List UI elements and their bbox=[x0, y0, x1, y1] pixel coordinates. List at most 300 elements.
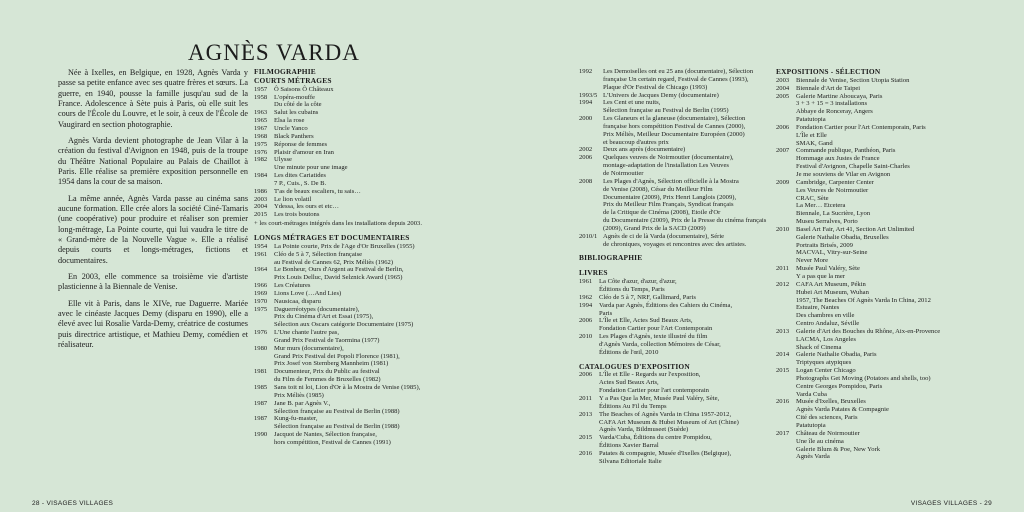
entry-year bbox=[579, 139, 603, 147]
entry-text: Les Plages d'Agnès, texte illustré du film bbox=[599, 333, 708, 341]
entry-year: 2013 bbox=[776, 327, 790, 335]
entry-row bbox=[579, 170, 799, 178]
entry-text: Jane B. par Agnès V., bbox=[274, 399, 331, 407]
entry-year: 2006 bbox=[579, 154, 593, 162]
entry-text: Salut les cubains bbox=[274, 109, 319, 117]
entry-text: CRAC, Sète bbox=[796, 194, 829, 202]
entry-year bbox=[776, 140, 796, 148]
entry-row bbox=[254, 188, 464, 196]
bio-paragraph: La même année, Agnès Varda passe au cinéma sans aucune formation. Elle crée alors la société Ciné-Tamaris (une coopérative) pour produire et réaliser son premier long-métrage, La Pointe courte, qui lui vaudra le titre de « Grand-mère de la Nouvelle Vague ». Elle a réalisé depuis courts et longs-métrages, fictions et documentaires. bbox=[58, 193, 248, 265]
entry-year bbox=[579, 325, 599, 333]
entry-row bbox=[254, 109, 464, 117]
entry-year bbox=[254, 353, 274, 361]
entry-text: Biennale de Venise, Section Utopia Station bbox=[796, 76, 910, 84]
entry-row bbox=[254, 117, 464, 125]
entry-row bbox=[254, 329, 464, 337]
entry-year: 1975 bbox=[254, 140, 268, 148]
entry-text: Musée d'Ixelles, Bruxelles bbox=[796, 398, 866, 406]
entry-year bbox=[254, 408, 274, 416]
entry-row bbox=[579, 194, 799, 202]
entry-row bbox=[254, 337, 464, 345]
entry-text: Les Demoiselles ont eu 25 ans (documentaire), Sélection bbox=[603, 68, 754, 75]
filmography-continued-column bbox=[579, 68, 799, 466]
entry-row bbox=[254, 125, 464, 133]
entry-row bbox=[579, 442, 799, 450]
entry-year: 2010 bbox=[579, 333, 593, 341]
entry-year: 1994 bbox=[579, 99, 593, 107]
courts-list bbox=[254, 86, 464, 219]
entry-row bbox=[776, 289, 986, 297]
entry-text: Estuaire, Nantes bbox=[796, 304, 840, 312]
entry-text: Silvana Editoriale Italie bbox=[599, 457, 662, 465]
entry-text: Le Bonheur, Ours d'Argent au Festival de Berlin, bbox=[274, 266, 404, 274]
entry-year bbox=[776, 132, 796, 140]
entry-text: Galerie Nathalie Obadia, Bruxelles bbox=[796, 233, 889, 241]
entry-row bbox=[776, 430, 986, 438]
entry-text: Sélection aux Oscars catégorie Documentaire (1975) bbox=[274, 321, 414, 329]
entry-text: L'Île et Elle - Regards sur l'exposition, bbox=[599, 371, 701, 379]
films-continued-list bbox=[579, 68, 799, 248]
entry-year: 1962 bbox=[579, 293, 593, 301]
entry-year: 2014 bbox=[776, 351, 790, 359]
entry-text: Cléo de 5 à 7, Sélection française bbox=[274, 250, 363, 258]
entry-text: Cambridge, Carpenter Center bbox=[796, 178, 874, 186]
entry-row bbox=[776, 147, 986, 155]
entry-year bbox=[579, 186, 603, 194]
entry-text: Daguerréotypes (documentaire), bbox=[274, 305, 360, 313]
entry-text: de Venise (2008), César du Meilleur Film bbox=[603, 185, 713, 193]
entry-year: 1976 bbox=[254, 148, 268, 156]
bio-paragraph: En 2003, elle commence sa troisième vie d'artiste plasticienne à la Biennale de Venise. bbox=[58, 271, 248, 292]
entry-text: Patates & compagnie, Musée d'Ixelles (Belgique), bbox=[599, 449, 732, 457]
entry-text: Grand Prix Festival de Taormina (1977) bbox=[274, 336, 380, 344]
entry-text: Nausicaa, disparu bbox=[274, 297, 321, 305]
entry-text: Never More bbox=[796, 257, 829, 265]
entry-year bbox=[776, 234, 796, 242]
entry-row bbox=[776, 93, 986, 101]
bio-paragraph: Née à Ixelles, en Belgique, en 1928, Agnès Varda y passe sa petite enfance avec ses quatre frères et sœurs. La guerre, en 1940, pousse la famille jusqu'au sud de la France. Adolescence à Sète puis à Paris, où elle suit les cours de l'École du Louvre, et le soir, à ceux de l'École de Vaugirard en section photographie. bbox=[58, 68, 248, 129]
entry-text: Fondation Cartier pour l'Art Contemporain bbox=[599, 325, 713, 333]
entry-row bbox=[776, 163, 986, 171]
entry-year: 2011 bbox=[776, 265, 789, 273]
entry-row bbox=[254, 306, 464, 314]
entry-text: Sélection française au Festival de Berlin (1995) bbox=[603, 107, 729, 115]
entry-row bbox=[776, 77, 986, 85]
entry-year: 2006 bbox=[579, 371, 593, 379]
entry-text: du Documentaire (2009), Prix de la Presse du cinéma français bbox=[603, 217, 767, 225]
entry-row bbox=[579, 107, 799, 115]
entry-year: 1967 bbox=[254, 124, 268, 132]
entry-year: 1990 bbox=[254, 431, 268, 439]
entry-year bbox=[776, 195, 796, 203]
entry-text: de chroniques, voyages et rencontres avec des artistes. bbox=[603, 240, 747, 248]
entry-year bbox=[776, 375, 796, 383]
entry-text: L'opéra-mouffe bbox=[274, 93, 315, 101]
entry-row bbox=[254, 266, 464, 274]
entry-year bbox=[776, 422, 796, 430]
entry-row bbox=[254, 408, 464, 416]
entry-text: Abbaye de Ronceray, Angers bbox=[796, 108, 873, 116]
entry-row bbox=[579, 286, 799, 294]
entry-row bbox=[254, 384, 464, 392]
entry-row bbox=[776, 297, 986, 305]
expositions-list bbox=[776, 77, 986, 461]
entry-row bbox=[579, 419, 799, 427]
entry-year bbox=[776, 163, 796, 171]
entry-row bbox=[776, 438, 986, 446]
entry-text: Jacquot de Nantes, Sélection française, bbox=[274, 431, 377, 439]
entry-text: d'Agnès Varda, collection Mémoires de César, bbox=[599, 340, 721, 348]
entry-row bbox=[254, 141, 464, 149]
entry-year: 1970 bbox=[254, 297, 268, 305]
entry-text: CAFA Art Museum & Hubei Museum of Art (Chine) bbox=[599, 418, 739, 426]
entry-row bbox=[254, 298, 464, 306]
entry-year: 1969 bbox=[254, 289, 268, 297]
entry-year: 1986 bbox=[254, 187, 268, 195]
entry-year: 1984 bbox=[254, 172, 268, 180]
entry-year bbox=[579, 131, 603, 139]
entry-text: Ô Saisons Ô Châteaux bbox=[274, 85, 334, 93]
entry-year bbox=[776, 242, 796, 250]
entry-text: au Festival de Cannes 62, Prix Méliès (1962) bbox=[274, 258, 394, 266]
entry-row bbox=[579, 154, 799, 162]
entry-text: SMAK, Gand bbox=[796, 139, 833, 147]
entry-row bbox=[579, 209, 799, 217]
entry-row bbox=[254, 259, 464, 267]
entry-row bbox=[579, 201, 799, 209]
entry-text: Deux ans après (documentaire) bbox=[603, 146, 686, 154]
entry-row bbox=[579, 395, 799, 403]
entry-row bbox=[776, 398, 986, 406]
entry-text: Éditions du Temps, Paris bbox=[599, 286, 665, 293]
entry-text: Les trois boutons bbox=[274, 211, 320, 219]
entry-text: Agnès Varda Patates & Compagnie bbox=[796, 406, 889, 414]
entry-year: 1964 bbox=[254, 266, 268, 274]
entry-text: Éditions Au Fil du Temps bbox=[599, 402, 667, 410]
entry-row bbox=[776, 383, 986, 391]
entry-text: La Côte d'azur, d'azur, d'azur, bbox=[599, 278, 677, 286]
entry-row bbox=[776, 108, 986, 116]
entry-text: Les Plages d'Agnès, Sélection officielle à la Mostra bbox=[603, 177, 739, 185]
entry-text: Les Cent et une nuits, bbox=[603, 99, 661, 107]
entry-text: Quelques veuves de Noirmoutier (documentaire), bbox=[603, 154, 734, 162]
entry-year bbox=[776, 289, 796, 297]
entry-year: 2004 bbox=[254, 203, 268, 211]
entry-year bbox=[776, 406, 796, 414]
entry-year: 2003 bbox=[254, 195, 268, 203]
entry-year: 1994 bbox=[579, 301, 593, 309]
entry-year bbox=[776, 116, 796, 124]
entry-year: 1987 bbox=[254, 415, 268, 423]
entry-row bbox=[579, 333, 799, 341]
entry-year: 1961 bbox=[579, 278, 593, 286]
entry-row bbox=[776, 249, 986, 257]
entry-row bbox=[579, 317, 799, 325]
entry-text: Galerie d'Art des Bouches du Rhône, Aix-en-Provence bbox=[796, 327, 941, 335]
entry-row bbox=[776, 422, 986, 430]
entry-year: 1980 bbox=[254, 344, 268, 352]
entry-row bbox=[776, 226, 986, 234]
entry-row bbox=[776, 257, 986, 265]
entry-row bbox=[254, 164, 464, 172]
entry-year bbox=[579, 107, 603, 115]
courts-note: + les court-métrages intégrés dans les installations depuis 2003. bbox=[254, 220, 422, 228]
entry-text: de la Critique de Cinéma (2008), Etoile d'Or bbox=[603, 209, 721, 217]
entry-row bbox=[776, 414, 986, 422]
entry-year: 1982 bbox=[254, 156, 268, 164]
entry-row bbox=[579, 68, 799, 76]
entry-row bbox=[254, 360, 464, 368]
entry-year bbox=[579, 442, 599, 450]
entry-row bbox=[776, 179, 986, 187]
entry-text: The Beaches of Agnès Varda in China 1957-2012, bbox=[599, 410, 732, 418]
entry-year bbox=[579, 241, 603, 249]
entry-row bbox=[776, 85, 986, 93]
entry-row bbox=[776, 375, 986, 383]
entry-row bbox=[254, 439, 464, 447]
catalogues-heading: CATALOGUES D'EXPOSITION bbox=[579, 361, 690, 371]
entry-row bbox=[579, 294, 799, 302]
bio-paragraph: Agnès Varda devient photographe de Jean Vilar à la création du festival d'Avignon en 1948, puis de la troupe du Théâtre National Populaire au Palais de Chaillot à Paris. Elle réalise sa première exposition personnelle en 1954 dans la cour de sa maison. bbox=[58, 135, 248, 187]
entry-row bbox=[254, 101, 464, 109]
entry-row bbox=[254, 376, 464, 384]
entry-row bbox=[776, 304, 986, 312]
entry-year: 2003 bbox=[776, 76, 790, 84]
entry-year: 2004 bbox=[776, 84, 790, 92]
entry-row bbox=[776, 171, 986, 179]
entry-text: Biennale d'Art de Taipei bbox=[796, 84, 861, 92]
entry-text: Sélection française au Festival de Berlin (1988) bbox=[274, 407, 400, 415]
entry-row bbox=[776, 281, 986, 289]
entry-year: 2010/1 bbox=[579, 232, 598, 240]
entry-text: Prix du Cinéma d'Art et Essai (1975), bbox=[274, 313, 374, 321]
entry-row bbox=[254, 211, 464, 219]
entry-year bbox=[776, 359, 796, 367]
entry-year bbox=[776, 210, 796, 218]
entry-row bbox=[579, 341, 799, 349]
entry-year: 2012 bbox=[776, 280, 790, 288]
entry-row bbox=[579, 76, 799, 84]
entry-row bbox=[579, 450, 799, 458]
entry-row bbox=[776, 210, 986, 218]
entry-text: Je me souviens de Vilar en Avignon bbox=[796, 171, 891, 178]
entry-text: Galerie Martine Aboucaya, Paris bbox=[796, 92, 883, 100]
entry-text: CAFA Art Museum, Pékin bbox=[796, 280, 866, 288]
entry-year: 2015 bbox=[579, 434, 593, 442]
entry-text: Des chambres en ville bbox=[796, 312, 855, 320]
entry-row bbox=[776, 265, 986, 273]
entry-year: 2002 bbox=[579, 146, 593, 154]
entry-text: Fondation Cartier pour l'art contemporain bbox=[599, 387, 709, 395]
entry-text: Agnès Varda, Bildmuseet (Suède) bbox=[599, 426, 689, 434]
entry-row bbox=[579, 84, 799, 92]
entry-year bbox=[579, 76, 603, 84]
entry-text: Patatutopia bbox=[796, 116, 826, 124]
entry-row bbox=[254, 313, 464, 321]
entry-row bbox=[254, 345, 464, 353]
livres-heading: LIVRES bbox=[579, 268, 608, 278]
livres-list bbox=[579, 278, 799, 356]
entry-row bbox=[776, 116, 986, 124]
filmography-column bbox=[254, 68, 464, 447]
entry-text: Fondation Cartier pour l'Art Contemporain, Paris bbox=[796, 123, 926, 131]
entry-text: Éditions Xavier Barral bbox=[599, 442, 659, 450]
entry-text: Les Veuves de Noirmoutier bbox=[796, 186, 869, 194]
entry-year bbox=[776, 414, 796, 422]
entry-row bbox=[254, 172, 464, 180]
entry-text: Varda Cuba bbox=[796, 390, 827, 398]
entry-row bbox=[254, 156, 464, 164]
entry-year: 1992 bbox=[579, 68, 593, 75]
entry-text: L'Île et Elle, Actes Sud Beaux Arts, bbox=[599, 317, 693, 325]
entry-row bbox=[579, 241, 799, 249]
entry-text: Paris bbox=[599, 309, 613, 317]
entry-year bbox=[776, 446, 796, 454]
longs-heading: LONGS MÉTRAGES ET DOCUMENTAIRES bbox=[254, 232, 410, 242]
entry-text: Une minute pour une image bbox=[274, 164, 348, 172]
entry-year bbox=[776, 320, 796, 328]
entry-year: 1968 bbox=[254, 132, 268, 140]
entry-year bbox=[579, 225, 603, 233]
entry-year: 2005 bbox=[776, 92, 790, 100]
entry-row bbox=[254, 86, 464, 94]
entry-text: Triptyques atypiques bbox=[796, 359, 852, 367]
entry-year bbox=[776, 312, 796, 320]
entry-row bbox=[254, 251, 464, 259]
entry-year bbox=[254, 274, 274, 282]
entry-row bbox=[579, 325, 799, 333]
entry-text: Agnès Varda bbox=[796, 453, 830, 461]
entry-year bbox=[254, 180, 274, 188]
entry-year bbox=[579, 84, 603, 92]
entry-row bbox=[776, 100, 986, 108]
entry-year bbox=[254, 423, 274, 431]
entry-text: Musée Paul Valéry, Sète bbox=[796, 265, 860, 273]
entry-text: Prix Josef von Sternberg Mannheim (1981) bbox=[274, 360, 389, 368]
entry-year bbox=[254, 392, 274, 400]
entry-text: Photographs Get Moving (Potatoes and shells, too) bbox=[796, 374, 931, 382]
entry-row bbox=[776, 202, 986, 210]
entry-row bbox=[579, 371, 799, 379]
entry-row bbox=[776, 344, 986, 352]
entry-row bbox=[254, 423, 464, 431]
entry-text: du Film de Femmes de Bruxelles (1982) bbox=[274, 376, 381, 384]
entry-row bbox=[776, 336, 986, 344]
entry-year bbox=[254, 164, 274, 172]
entry-text: Varda/Cuba, Éditions du centre Pompidou, bbox=[599, 434, 712, 442]
entry-text: Le lion volatil bbox=[274, 195, 312, 203]
entry-year: 1981 bbox=[254, 368, 268, 376]
entry-year: 2013 bbox=[579, 410, 593, 418]
entry-year: 2009 bbox=[776, 178, 790, 186]
entry-text: montage-adaptation de l'installation Les Veuves bbox=[603, 162, 729, 170]
entry-text: Portraits Brisés, 2009 bbox=[796, 241, 853, 249]
entry-row bbox=[254, 431, 464, 439]
entry-row bbox=[579, 349, 799, 357]
expositions-column bbox=[776, 68, 986, 461]
entry-text: Prix Louis Delluc, David Selznick Award (1965) bbox=[274, 274, 403, 282]
entry-year: 2010 bbox=[776, 225, 790, 233]
entry-year: 1976 bbox=[254, 329, 268, 337]
entry-text: Plaisir d'amour en Iran bbox=[274, 148, 334, 156]
entry-row bbox=[254, 274, 464, 282]
entry-text: Grand Prix Festival dei Popoli Florence (1981), bbox=[274, 352, 400, 360]
entry-row bbox=[579, 379, 799, 387]
entry-year bbox=[254, 313, 274, 321]
entry-year bbox=[254, 376, 274, 384]
entry-text: hors compétition, Festival de Cannes (1991) bbox=[274, 438, 391, 446]
entry-text: Château de Noirmoutier bbox=[796, 429, 860, 437]
entry-text: Galerie Blum & Poe, New York bbox=[796, 445, 881, 453]
entry-text: française hors compétition Festival de Cannes (2000), bbox=[603, 122, 746, 130]
entry-text: Documenteur, Prix du Public au festival bbox=[274, 368, 380, 376]
entry-year: 1965 bbox=[254, 117, 268, 125]
entry-text: Uncle Yanco bbox=[274, 124, 308, 132]
entry-year: 1993/5 bbox=[579, 91, 598, 99]
entry-text: Commande publique, Panthéon, Paris bbox=[796, 147, 896, 155]
entry-row bbox=[254, 203, 464, 211]
entry-text: Black Panthers bbox=[274, 132, 314, 140]
entry-year: 1961 bbox=[254, 250, 268, 258]
entry-row bbox=[254, 94, 464, 102]
entry-year: 2015 bbox=[254, 211, 268, 219]
entry-year bbox=[254, 337, 274, 345]
entry-text: (2009), Grand Prix de la SACD (2009) bbox=[603, 224, 706, 232]
entry-row bbox=[776, 351, 986, 359]
entry-row bbox=[579, 99, 799, 107]
entry-row bbox=[254, 196, 464, 204]
entry-row bbox=[254, 415, 464, 423]
entry-text: française Un certain regard, Festival de Cannes (1993), bbox=[603, 75, 749, 83]
entry-text: Festival d'Avignon, Chapelle Saint-Charles bbox=[796, 163, 910, 171]
entry-year: 1966 bbox=[254, 282, 268, 290]
entry-row bbox=[776, 391, 986, 399]
entry-text: Ulysse bbox=[274, 156, 292, 164]
entry-year: 1987 bbox=[254, 399, 268, 407]
entry-text: Elsa la rose bbox=[274, 117, 305, 125]
entry-year bbox=[776, 108, 796, 116]
entry-year: 2011 bbox=[579, 395, 592, 402]
entry-text: Y a pas que la mer bbox=[796, 272, 846, 280]
entry-year bbox=[579, 310, 599, 318]
entry-row bbox=[579, 302, 799, 310]
entry-row bbox=[579, 411, 799, 419]
entry-row bbox=[579, 123, 799, 131]
entry-year bbox=[579, 341, 599, 349]
catalogues-list bbox=[579, 371, 799, 465]
page-title: AGNÈS VARDA bbox=[188, 40, 360, 65]
entry-year: 1975 bbox=[254, 305, 268, 313]
entry-text: L'Une chante l'autre pas, bbox=[274, 329, 339, 337]
entry-year bbox=[254, 259, 274, 267]
entry-year bbox=[579, 217, 603, 225]
entry-year bbox=[776, 344, 796, 352]
entry-text: Cité des sciences, Paris bbox=[796, 414, 858, 422]
entry-year bbox=[254, 360, 274, 368]
entry-row bbox=[776, 195, 986, 203]
entry-text: Prix du Meilleur Film Français, Syndicat français bbox=[603, 201, 734, 209]
entry-year: 1957 bbox=[254, 85, 268, 93]
entry-text: La Pointe courte, Prix de l'Age d'Or Bruxelles (1955) bbox=[274, 242, 415, 250]
entry-text: Centro Andaluz, Séville bbox=[796, 320, 860, 328]
entry-text: L'Univers de Jacques Demy (documentaire) bbox=[603, 91, 719, 99]
entry-row bbox=[254, 353, 464, 361]
entry-row bbox=[579, 131, 799, 139]
entry-text: Biennale, La Sucrière, Lyon bbox=[796, 210, 871, 218]
entry-row bbox=[579, 146, 799, 154]
biography bbox=[58, 68, 248, 356]
entry-year: 2000 bbox=[579, 115, 593, 123]
